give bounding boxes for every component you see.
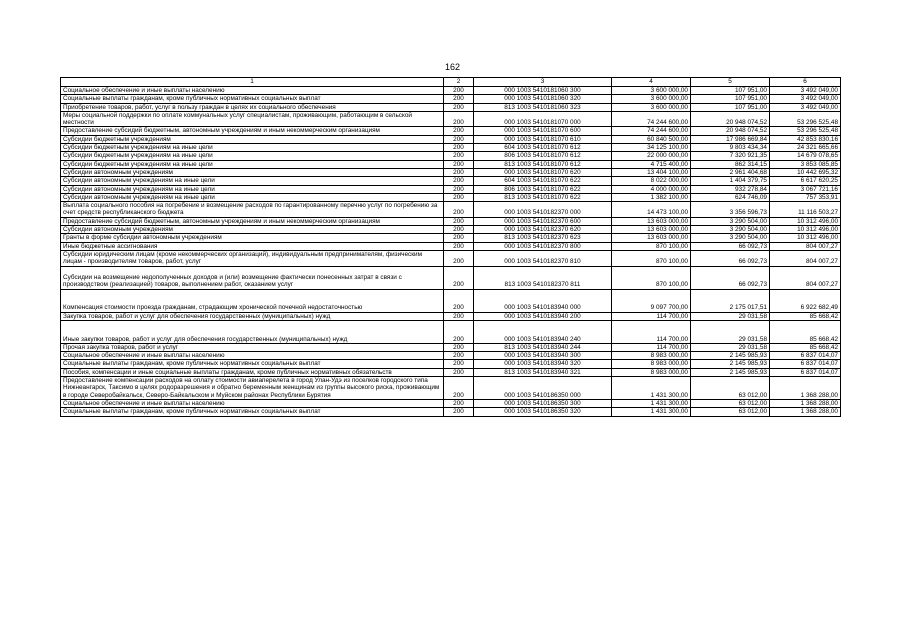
- row-ministry-code-cell: 200: [444, 152, 474, 160]
- row-approved-amount-cell: 870 100,00: [612, 242, 691, 250]
- table-row: [61, 343, 841, 351]
- row-ministry-code-cell: 200: [444, 360, 474, 368]
- row-executed-amount-cell: 17 986 669,84: [691, 135, 770, 143]
- row-name-cell: Субсидии бюджетным учреждениям на иные цели: [61, 144, 444, 152]
- row-remaining-amount-cell: 804 007,27: [770, 242, 841, 250]
- row-remaining-amount-cell: 10 312 496,00: [770, 234, 841, 242]
- row-executed-amount-cell: 1 404 379,75: [691, 177, 770, 185]
- row-remaining-amount-cell: 85 668,42: [770, 320, 841, 343]
- row-remaining-amount-cell: 3 067 721,16: [770, 185, 841, 193]
- row-remaining-amount-cell: 804 007,27: [770, 266, 841, 289]
- row-name-cell: Выплата социального пособия на погребение и возмещение расходов по гарантированному перечню услуг по погребению за счет средств республиканского бюджета: [61, 202, 444, 218]
- row-ministry-code-cell: 200: [444, 250, 474, 266]
- row-remaining-amount-cell: 3 853 085,85: [770, 160, 841, 168]
- row-classification-code-cell: 813 1003 5410182370 623: [474, 234, 612, 242]
- row-classification-code-cell: 806 1003 5410181070 612: [474, 152, 612, 160]
- row-name-cell: Социальные выплаты гражданам, кроме публичных нормативных социальных выплат: [61, 360, 444, 368]
- table-row: [61, 266, 841, 289]
- row-remaining-amount-cell: 85 668,42: [770, 343, 841, 351]
- row-remaining-amount-cell: 6 617 620,25: [770, 177, 841, 185]
- row-approved-amount-cell: 13 603 000,00: [612, 217, 691, 225]
- row-ministry-code-cell: 200: [444, 266, 474, 289]
- row-approved-amount-cell: 8 983 000,00: [612, 352, 691, 360]
- row-classification-code-cell: 000 1003 5410181060 300: [474, 87, 612, 95]
- row-ministry-code-cell: 200: [444, 242, 474, 250]
- row-ministry-code-cell: 200: [444, 399, 474, 407]
- table-row: [61, 250, 841, 266]
- row-ministry-code-cell: 200: [444, 202, 474, 218]
- row-classification-code-cell: 000 1003 5410183940 320: [474, 360, 612, 368]
- column-header: 5: [691, 78, 770, 87]
- row-name-cell: Субсидии автономным учреждениям на иные цели: [61, 193, 444, 201]
- row-classification-code-cell: 000 1003 5410186350 320: [474, 408, 612, 416]
- table-row: [61, 320, 841, 343]
- row-remaining-amount-cell: 85 668,42: [770, 312, 841, 320]
- row-approved-amount-cell: 4 715 400,00: [612, 160, 691, 168]
- row-remaining-amount-cell: 3 492 049,00: [770, 103, 841, 111]
- row-remaining-amount-cell: 24 321 665,66: [770, 144, 841, 152]
- row-remaining-amount-cell: 1 368 288,00: [770, 377, 841, 400]
- row-remaining-amount-cell: 11 116 503,27: [770, 202, 841, 218]
- row-name-cell: Субсидии автономным учреждениям: [61, 168, 444, 176]
- row-name-cell: Субсидии бюджетным учреждениям: [61, 135, 444, 143]
- row-name-cell: Меры социальной поддержки по оплате коммунальных услуг специалистам, проживающим, работающим в сельской местности: [61, 111, 444, 127]
- row-approved-amount-cell: 3 600 000,00: [612, 103, 691, 111]
- row-classification-code-cell: 000 1003 5410182370 810: [474, 250, 612, 266]
- row-remaining-amount-cell: 757 353,91: [770, 193, 841, 201]
- row-ministry-code-cell: 200: [444, 144, 474, 152]
- table-row: [61, 95, 841, 103]
- row-ministry-code-cell: 200: [444, 377, 474, 400]
- table-row: [61, 185, 841, 193]
- row-name-cell: Социальные выплаты гражданам, кроме публичных нормативных социальных выплат: [61, 95, 444, 103]
- row-name-cell: Субсидии юридическим лицам (кроме некоммерческих организаций), индивидуальным предпринимателям, физическим лицам - производителям товаров, работ, услуг: [61, 250, 444, 266]
- row-ministry-code-cell: 200: [444, 87, 474, 95]
- row-approved-amount-cell: 114 700,00: [612, 312, 691, 320]
- table-row: [61, 127, 841, 135]
- column-header: 1: [61, 78, 444, 87]
- table-row: [61, 160, 841, 168]
- table-row: [61, 103, 841, 111]
- table-row: [61, 152, 841, 160]
- row-approved-amount-cell: 8 022 000,00: [612, 177, 691, 185]
- row-ministry-code-cell: 200: [444, 289, 474, 312]
- row-remaining-amount-cell: 804 007,27: [770, 250, 841, 266]
- row-remaining-amount-cell: 6 922 682,49: [770, 289, 841, 312]
- row-name-cell: Социальное обеспечение и иные выплаты населению: [61, 399, 444, 407]
- row-approved-amount-cell: 74 244 600,00: [612, 127, 691, 135]
- table-row: [61, 226, 841, 234]
- row-approved-amount-cell: 14 473 100,00: [612, 202, 691, 218]
- row-approved-amount-cell: 13 404 100,00: [612, 168, 691, 176]
- row-remaining-amount-cell: 6 837 014,07: [770, 352, 841, 360]
- row-executed-amount-cell: 2 961 404,68: [691, 168, 770, 176]
- row-approved-amount-cell: 1 431 300,00: [612, 408, 691, 416]
- row-classification-code-cell: 000 1003 5410182370 620: [474, 226, 612, 234]
- row-approved-amount-cell: 8 983 000,00: [612, 368, 691, 376]
- table-row: [61, 368, 841, 376]
- row-name-cell: Прочая закупка товаров, работ и услуг: [61, 343, 444, 351]
- table-row: [61, 312, 841, 320]
- row-approved-amount-cell: 3 600 000,00: [612, 95, 691, 103]
- row-executed-amount-cell: 624 746,09: [691, 193, 770, 201]
- row-classification-code-cell: 000 1003 5410181070 620: [474, 168, 612, 176]
- row-executed-amount-cell: 107 951,00: [691, 87, 770, 95]
- column-number-row: [61, 78, 841, 87]
- budget-execution-table: [60, 77, 841, 417]
- table-row: [61, 377, 841, 400]
- row-approved-amount-cell: 74 244 600,00: [612, 111, 691, 127]
- row-name-cell: Субсидии бюджетным учреждениям на иные цели: [61, 160, 444, 168]
- row-name-cell: Предоставление субсидий бюджетным, автономным учреждениям и иным некоммерческим организациям: [61, 217, 444, 225]
- row-executed-amount-cell: 2 145 985,93: [691, 368, 770, 376]
- column-header: 3: [474, 78, 612, 87]
- row-classification-code-cell: 000 1003 5410182370 000: [474, 202, 612, 218]
- row-name-cell: Закупка товаров, работ и услуг для обеспечения государственных (муниципальных) нужд: [61, 312, 444, 320]
- row-name-cell: Приобретение товаров, работ, услуг в пользу граждан в целях их социального обеспечения: [61, 103, 444, 111]
- row-executed-amount-cell: 20 948 074,52: [691, 127, 770, 135]
- row-remaining-amount-cell: 3 492 049,00: [770, 87, 841, 95]
- row-executed-amount-cell: 3 290 504,00: [691, 226, 770, 234]
- row-name-cell: Предоставление компенсации расходов на оплату стоимости авиаперелета в город Улан-Удэ из поселков городского типа Нижнеангарск, Таксимо в целях родоразрешения и обратно беременным женщинам из группы высокого риска, проживающим в городе Северобайкальск, Северо-Байкальском и Муйском районах Республики Бурятия: [61, 377, 444, 400]
- row-name-cell: Компенсация стоимости проезда гражданам, страдающим хронической почечной недостаточностью: [61, 289, 444, 312]
- column-header: 4: [612, 78, 691, 87]
- row-executed-amount-cell: 107 951,00: [691, 103, 770, 111]
- row-ministry-code-cell: 200: [444, 185, 474, 193]
- row-ministry-code-cell: 200: [444, 95, 474, 103]
- row-executed-amount-cell: 2 145 985,93: [691, 352, 770, 360]
- row-classification-code-cell: 813 1003 5410181070 622: [474, 193, 612, 201]
- table-row: [61, 202, 841, 218]
- row-executed-amount-cell: 66 092,73: [691, 242, 770, 250]
- row-ministry-code-cell: 200: [444, 408, 474, 416]
- row-classification-code-cell: 000 1003 5410186350 300: [474, 399, 612, 407]
- row-remaining-amount-cell: 14 679 078,65: [770, 152, 841, 160]
- row-remaining-amount-cell: 53 296 525,48: [770, 127, 841, 135]
- row-executed-amount-cell: 932 278,84: [691, 185, 770, 193]
- row-remaining-amount-cell: 6 837 014,07: [770, 368, 841, 376]
- row-approved-amount-cell: 1 431 300,00: [612, 399, 691, 407]
- row-executed-amount-cell: 107 951,00: [691, 95, 770, 103]
- row-approved-amount-cell: 114 700,00: [612, 320, 691, 343]
- page-number: 162: [444, 62, 461, 72]
- row-ministry-code-cell: 200: [444, 234, 474, 242]
- table-row: [61, 87, 841, 95]
- table-row: [61, 352, 841, 360]
- row-ministry-code-cell: 200: [444, 193, 474, 201]
- row-approved-amount-cell: 22 000 000,00: [612, 152, 691, 160]
- row-name-cell: Субсидии бюджетным учреждениям на иные цели: [61, 152, 444, 160]
- row-classification-code-cell: 000 1003 5410181070 600: [474, 127, 612, 135]
- row-executed-amount-cell: 63 012,00: [691, 399, 770, 407]
- row-name-cell: Гранты в форме субсидии автономным учреждениям: [61, 234, 444, 242]
- row-ministry-code-cell: 200: [444, 168, 474, 176]
- row-executed-amount-cell: 2 175 017,51: [691, 289, 770, 312]
- row-classification-code-cell: 806 1003 5410181070 622: [474, 185, 612, 193]
- row-executed-amount-cell: 66 092,73: [691, 266, 770, 289]
- row-classification-code-cell: 000 1003 5410181070 000: [474, 111, 612, 127]
- row-remaining-amount-cell: 1 368 288,00: [770, 399, 841, 407]
- row-approved-amount-cell: 9 097 700,00: [612, 289, 691, 312]
- row-approved-amount-cell: 114 700,00: [612, 343, 691, 351]
- row-approved-amount-cell: 8 983 000,00: [612, 360, 691, 368]
- row-classification-code-cell: 000 1003 5410181070 610: [474, 135, 612, 143]
- table-row: [61, 135, 841, 143]
- row-classification-code-cell: 000 1003 5410183940 240: [474, 320, 612, 343]
- row-name-cell: Иные бюджетные ассигнования: [61, 242, 444, 250]
- row-executed-amount-cell: 2 145 985,93: [691, 360, 770, 368]
- row-classification-code-cell: 000 1003 5410181060 320: [474, 95, 612, 103]
- row-executed-amount-cell: 29 031,58: [691, 320, 770, 343]
- row-ministry-code-cell: 200: [444, 135, 474, 143]
- row-classification-code-cell: 813 1003 5410183940 244: [474, 343, 612, 351]
- row-executed-amount-cell: 862 314,15: [691, 160, 770, 168]
- row-ministry-code-cell: 200: [444, 217, 474, 225]
- row-name-cell: Субсидии автономным учреждениям на иные цели: [61, 177, 444, 185]
- row-ministry-code-cell: 200: [444, 368, 474, 376]
- column-header: 6: [770, 78, 841, 87]
- row-name-cell: Субсидии автономным учреждениям: [61, 226, 444, 234]
- row-classification-code-cell: 813 1003 5410181070 612: [474, 160, 612, 168]
- table-row: [61, 399, 841, 407]
- row-approved-amount-cell: 3 600 000,00: [612, 87, 691, 95]
- table-row: [61, 111, 841, 127]
- table-row: [61, 217, 841, 225]
- row-classification-code-cell: 813 1003 5410183940 321: [474, 368, 612, 376]
- row-name-cell: Субсидии на возмещение недополученных доходов и (или) возмещение фактически понесенных затрат в связи с производством (реализацией) товаров, выполнением работ, оказанием услуг: [61, 266, 444, 289]
- row-classification-code-cell: 000 1003 5410182370 800: [474, 242, 612, 250]
- row-name-cell: Иные закупки товаров, работ и услуг для обеспечения государственных (муниципальных) нужд: [61, 320, 444, 343]
- row-remaining-amount-cell: 1 368 288,00: [770, 408, 841, 416]
- row-ministry-code-cell: 200: [444, 177, 474, 185]
- table-row: [61, 193, 841, 201]
- row-executed-amount-cell: 3 290 504,00: [691, 217, 770, 225]
- row-approved-amount-cell: 4 000 000,00: [612, 185, 691, 193]
- row-ministry-code-cell: 200: [444, 111, 474, 127]
- row-remaining-amount-cell: 53 296 525,48: [770, 111, 841, 127]
- row-remaining-amount-cell: 3 492 049,00: [770, 95, 841, 103]
- column-header: 2: [444, 78, 474, 87]
- row-name-cell: Пособия, компенсации и иные социальные выплаты гражданам, кроме публичных нормативных обязательств: [61, 368, 444, 376]
- row-classification-code-cell: 000 1003 5410183940 000: [474, 289, 612, 312]
- row-ministry-code-cell: 200: [444, 343, 474, 351]
- row-ministry-code-cell: 200: [444, 160, 474, 168]
- row-approved-amount-cell: 13 603 000,00: [612, 234, 691, 242]
- table-row: [61, 360, 841, 368]
- row-remaining-amount-cell: 10 442 695,32: [770, 168, 841, 176]
- table-row: [61, 408, 841, 416]
- row-remaining-amount-cell: 10 312 496,00: [770, 217, 841, 225]
- table-row: [61, 177, 841, 185]
- row-executed-amount-cell: 3 290 504,00: [691, 234, 770, 242]
- table-row: [61, 144, 841, 152]
- row-ministry-code-cell: 200: [444, 127, 474, 135]
- row-classification-code-cell: 000 1003 5410186350 000: [474, 377, 612, 400]
- row-approved-amount-cell: 60 840 500,00: [612, 135, 691, 143]
- row-classification-code-cell: 604 1003 5410181070 622: [474, 177, 612, 185]
- row-executed-amount-cell: 29 031,58: [691, 312, 770, 320]
- table-row: [61, 242, 841, 250]
- row-name-cell: Субсидии автономным учреждениям на иные цели: [61, 185, 444, 193]
- row-executed-amount-cell: 63 012,00: [691, 377, 770, 400]
- table-row: [61, 168, 841, 176]
- table-row: [61, 289, 841, 312]
- row-executed-amount-cell: 29 031,58: [691, 343, 770, 351]
- row-ministry-code-cell: 200: [444, 103, 474, 111]
- row-ministry-code-cell: 200: [444, 226, 474, 234]
- row-classification-code-cell: 604 1003 5410181070 612: [474, 144, 612, 152]
- row-executed-amount-cell: 9 803 434,34: [691, 144, 770, 152]
- row-executed-amount-cell: 63 012,00: [691, 408, 770, 416]
- row-executed-amount-cell: 7 320 921,35: [691, 152, 770, 160]
- row-approved-amount-cell: 1 431 300,00: [612, 377, 691, 400]
- row-approved-amount-cell: 34 125 100,00: [612, 144, 691, 152]
- row-name-cell: Социальные выплаты гражданам, кроме публичных нормативных социальных выплат: [61, 408, 444, 416]
- table-row: [61, 234, 841, 242]
- row-classification-code-cell: 813 1003 5410182370 811: [474, 266, 612, 289]
- row-remaining-amount-cell: 10 312 496,00: [770, 226, 841, 234]
- row-name-cell: Предоставление субсидий бюджетным, автономным учреждениям и иным некоммерческим организациям: [61, 127, 444, 135]
- row-remaining-amount-cell: 6 837 014,07: [770, 360, 841, 368]
- row-executed-amount-cell: 3 356 596,73: [691, 202, 770, 218]
- row-ministry-code-cell: 200: [444, 352, 474, 360]
- row-executed-amount-cell: 20 948 074,52: [691, 111, 770, 127]
- row-executed-amount-cell: 66 092,73: [691, 250, 770, 266]
- row-ministry-code-cell: 200: [444, 312, 474, 320]
- row-approved-amount-cell: 13 603 000,00: [612, 226, 691, 234]
- row-name-cell: Социальное обеспечение и иные выплаты населению: [61, 87, 444, 95]
- row-name-cell: Социальное обеспечение и иные выплаты населению: [61, 352, 444, 360]
- row-classification-code-cell: 000 1003 5410183940 200: [474, 312, 612, 320]
- row-classification-code-cell: 000 1003 5410183940 300: [474, 352, 612, 360]
- row-classification-code-cell: 000 1003 5410182370 600: [474, 217, 612, 225]
- row-remaining-amount-cell: 42 853 830,16: [770, 135, 841, 143]
- row-ministry-code-cell: 200: [444, 320, 474, 343]
- row-approved-amount-cell: 870 100,00: [612, 250, 691, 266]
- row-approved-amount-cell: 870 100,00: [612, 266, 691, 289]
- row-approved-amount-cell: 1 382 100,00: [612, 193, 691, 201]
- row-classification-code-cell: 813 1003 5410181060 323: [474, 103, 612, 111]
